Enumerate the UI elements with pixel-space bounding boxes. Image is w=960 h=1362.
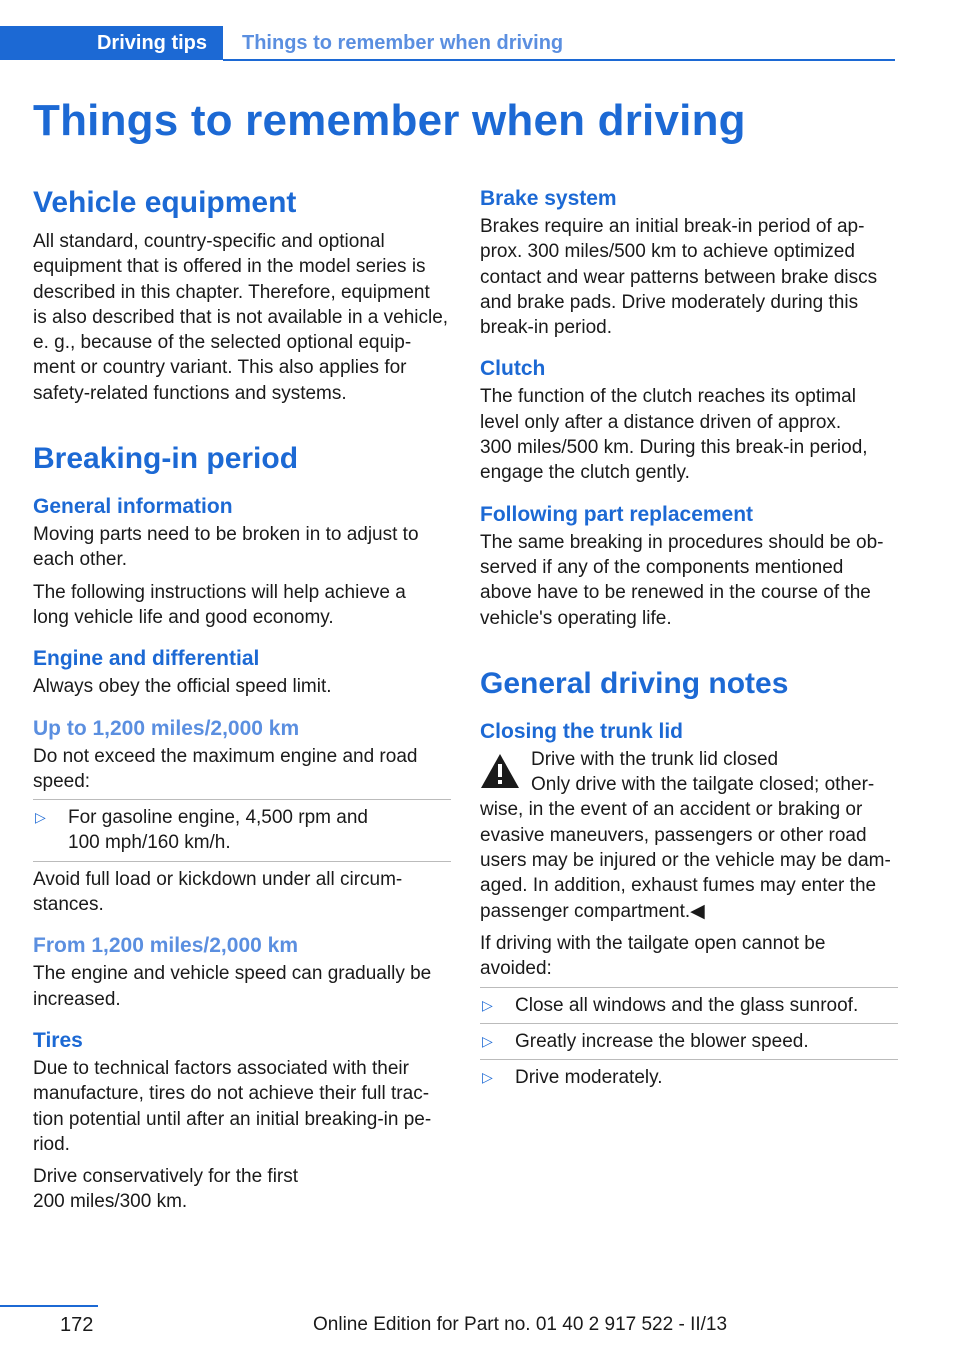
footer-edition: Online Edition for Part no. 01 40 2 917 522 - II/13 — [313, 1314, 728, 1335]
heading-vehicle-equipment: Vehicle equipment — [33, 186, 297, 219]
list-item: ▷ Greatly increase the blower speed. — [480, 1029, 898, 1054]
divider — [33, 799, 451, 800]
breadcrumb — [242, 26, 563, 60]
header-rule — [223, 59, 895, 61]
list-item: ▷ Drive moderately. — [480, 1065, 898, 1090]
from-text: The engine and vehicle speed can gradually be increased. — [33, 963, 432, 1010]
list-item: ▷ Close all windows and the glass sunroof. — [480, 993, 898, 1018]
triangle-right-icon: ▷ — [482, 1032, 493, 1049]
left-column — [33, 184, 451, 1215]
tailgate-open-text: If driving with the tailgate open cannot be avoided: — [480, 932, 826, 980]
heading-engine-differential: Engine and differential — [33, 647, 260, 671]
page-title: Things to remember when driving — [33, 96, 746, 145]
divider — [33, 861, 451, 862]
heading-brake-system: Brake system — [480, 187, 617, 210]
following-text: The same breaking in procedures should be ob- served if any of the components mentioned above have to be renewed in the course of the vehicle's operating life. — [480, 531, 884, 629]
up-to-text: Do not exceed the maximum engine and road speed: — [33, 745, 418, 792]
heading-general-information: General information — [33, 495, 233, 519]
vehicle-equipment-text: All standard, country-specific and optional equipment that is offered in the model series is described in this chapter. Therefore, equipment is also described that is not available in a vehicle, e. g., because of the selected optional equip- ment or country variant. This also applies for safety-related functions and systems. — [33, 231, 449, 404]
tires-text-2: Drive conservatively for the first 200 miles/300 km. — [33, 1166, 299, 1213]
warning-triangle-icon — [480, 753, 520, 789]
divider — [480, 1059, 898, 1060]
general-info-text-1: Moving parts need to be broken in to adjust to each other. — [33, 524, 419, 571]
warning-box — [480, 747, 898, 924]
right-column — [480, 184, 898, 1090]
list-item: ▷ For gasoline engine, 4,500 rpm and 100 mph/160 km/h. — [33, 805, 451, 856]
up-to-text-2: Avoid full load or kickdown under all circum- stances. — [33, 868, 403, 916]
triangle-right-icon: ▷ — [35, 809, 46, 826]
warning-text: Only drive with the tailgate closed; other- wise, in the event of an accident or braking or evasive maneuvers, passengers or other road users may be injured or the vehicle may be dam- aged. In addition, exhaust fumes may enter the passenger compartment.◀ — [480, 774, 891, 922]
triangle-right-icon: ▷ — [482, 1069, 493, 1086]
engine-text: Always obey the official speed limit. — [33, 676, 332, 698]
triangle-right-icon: ▷ — [482, 996, 493, 1013]
heading-breaking-in-period: Breaking-in period — [33, 442, 299, 476]
page-number: 172 — [60, 1314, 94, 1336]
divider — [480, 1023, 898, 1024]
divider — [480, 987, 898, 988]
clutch-text: The function of the clutch reaches its optimal level only after a distance driven of approx. 300 miles/500 km. During this break-in period, engage the clutch gently. — [480, 386, 868, 484]
general-info-text-2: The following instructions will help achieve a long vehicle life and good economy. — [33, 581, 406, 628]
heading-tires: Tires — [33, 1028, 83, 1052]
breadcrumb-label: Things to remember when driving — [242, 31, 564, 54]
heading-from: From 1,200 miles/2,000 km — [33, 934, 298, 958]
footer-rule — [0, 1305, 98, 1307]
heading-general-driving-notes: General driving notes — [480, 666, 789, 700]
section-tab-label: Driving tips — [96, 31, 207, 54]
warning-title: Drive with the trunk lid closed — [531, 748, 779, 770]
heading-up-to: Up to 1,200 miles/2,000 km — [33, 716, 300, 740]
heading-clutch: Clutch — [480, 357, 546, 381]
heading-closing-trunk-lid: Closing the trunk lid — [480, 719, 683, 743]
brake-text: Brakes require an initial break-in period of ap- prox. 300 miles/500 km to achieve optimized contact and wear patterns between brake discs and brake pads. Drive moderately during this break-in period. — [480, 216, 878, 339]
tires-text-1: Due to technical factors associated with their manufacture, tires do not achieve their full trac- tion potential until after an initial breaking-in pe- riod. — [33, 1057, 432, 1155]
section-tab — [0, 26, 223, 60]
heading-following-part-replacement: Following part replacement — [480, 502, 754, 526]
